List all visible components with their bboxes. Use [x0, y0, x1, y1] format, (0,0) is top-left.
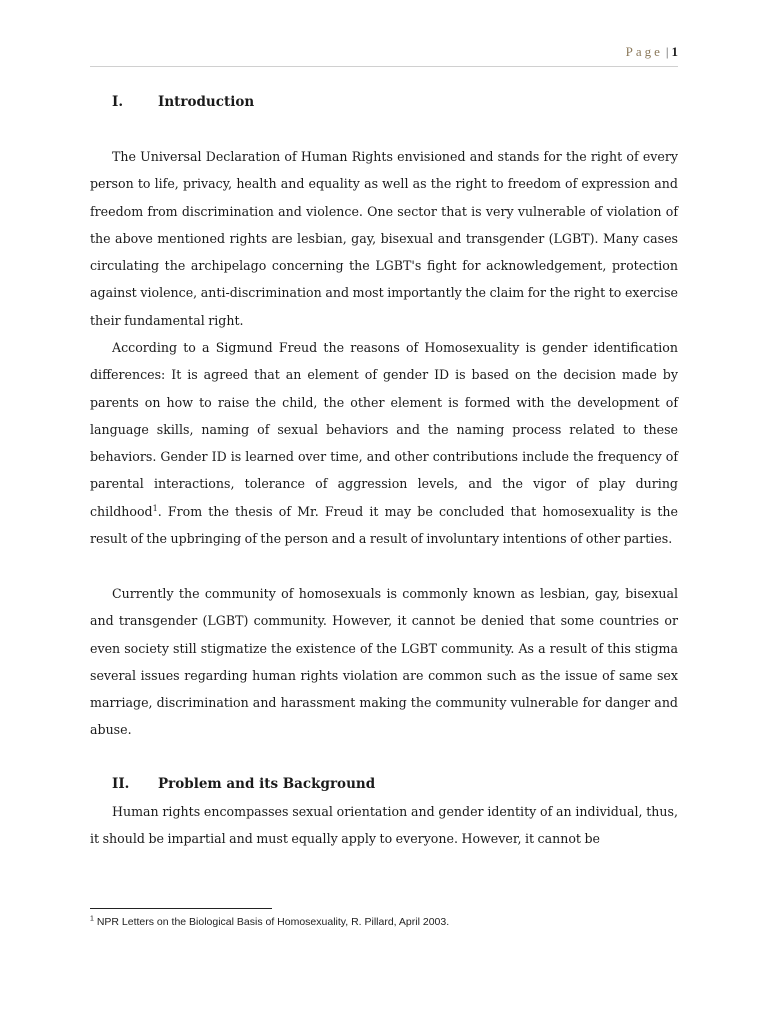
- page-label: Page: [625, 44, 663, 59]
- intro-paragraph-2-text-cont: . From the thesis of Mr. Freud it may be concluded that homosexuality is the result of the upbringing of the person and a result of involuntary intentions of other parties.: [90, 503, 678, 547]
- footnote-reference: 1: [152, 503, 158, 513]
- footnote: [90, 916, 449, 928]
- intro-paragraph-2-text: According to a Sigmund Freud the reasons of Homosexuality is gender identification differences: It is agreed that an element of gender ID is based on the decision made by parents on how to raise the child, the other element is formed with the development of language skills, naming of sexual behaviors and the naming process related to these behaviors. Gender ID is learned over time, and other contributions include the frequency of parental interactions, tolerance of aggression levels, and the vigor of play during childhood: [90, 340, 678, 519]
- page-number: 1: [671, 44, 678, 59]
- intro-paragraph-2: [90, 334, 678, 552]
- section-title: Problem and its Background: [158, 776, 376, 792]
- problem-paragraph-1: Human rights encompasses sexual orientation and gender identity of an individual, thus, it should be impartial and must equally apply to everyone. However, it cannot be: [90, 804, 678, 847]
- footnote-divider: [90, 908, 272, 909]
- page-header: [90, 44, 678, 67]
- section-heading-problem: [112, 776, 375, 792]
- page-separator: |: [665, 44, 669, 59]
- section-number: II.: [112, 776, 130, 792]
- footnote-text: NPR Letters on the Biological Basis of Homosexuality, R. Pillard, April 2003.: [96, 916, 450, 928]
- section-number: I.: [112, 94, 124, 110]
- footnote-number: 1: [90, 915, 94, 923]
- intro-paragraph-3: Currently the community of homosexuals is commonly known as lesbian, gay, bisexual and transgender (LGBT) community. However, it cannot be denied that some countries or even society still stigmatize the existence of the LGBT community. As a result of this stigma several issues regarding human rights violation are common such as the issue of same sex marriage, discrimination and harassment making the community vulnerable for danger and abuse.: [90, 586, 678, 738]
- section-heading-introduction: [112, 94, 254, 110]
- intro-paragraph-1: The Universal Declaration of Human Rights envisioned and stands for the right of every person to life, privacy, health and equality as well as the right to freedom of expression and freedom from discrimination and violence. One sector that is very vulnerable of violation of the above mentioned rights are lesbian, gay, bisexual and transgender (LGBT). Many cases circulating the archipelago concerning the LGBT's fight for acknowledgement, protection against violence, anti-discrimination and most importantly the claim for the right to exercise their fundamental right.: [90, 149, 678, 328]
- section-title: Introduction: [158, 94, 255, 110]
